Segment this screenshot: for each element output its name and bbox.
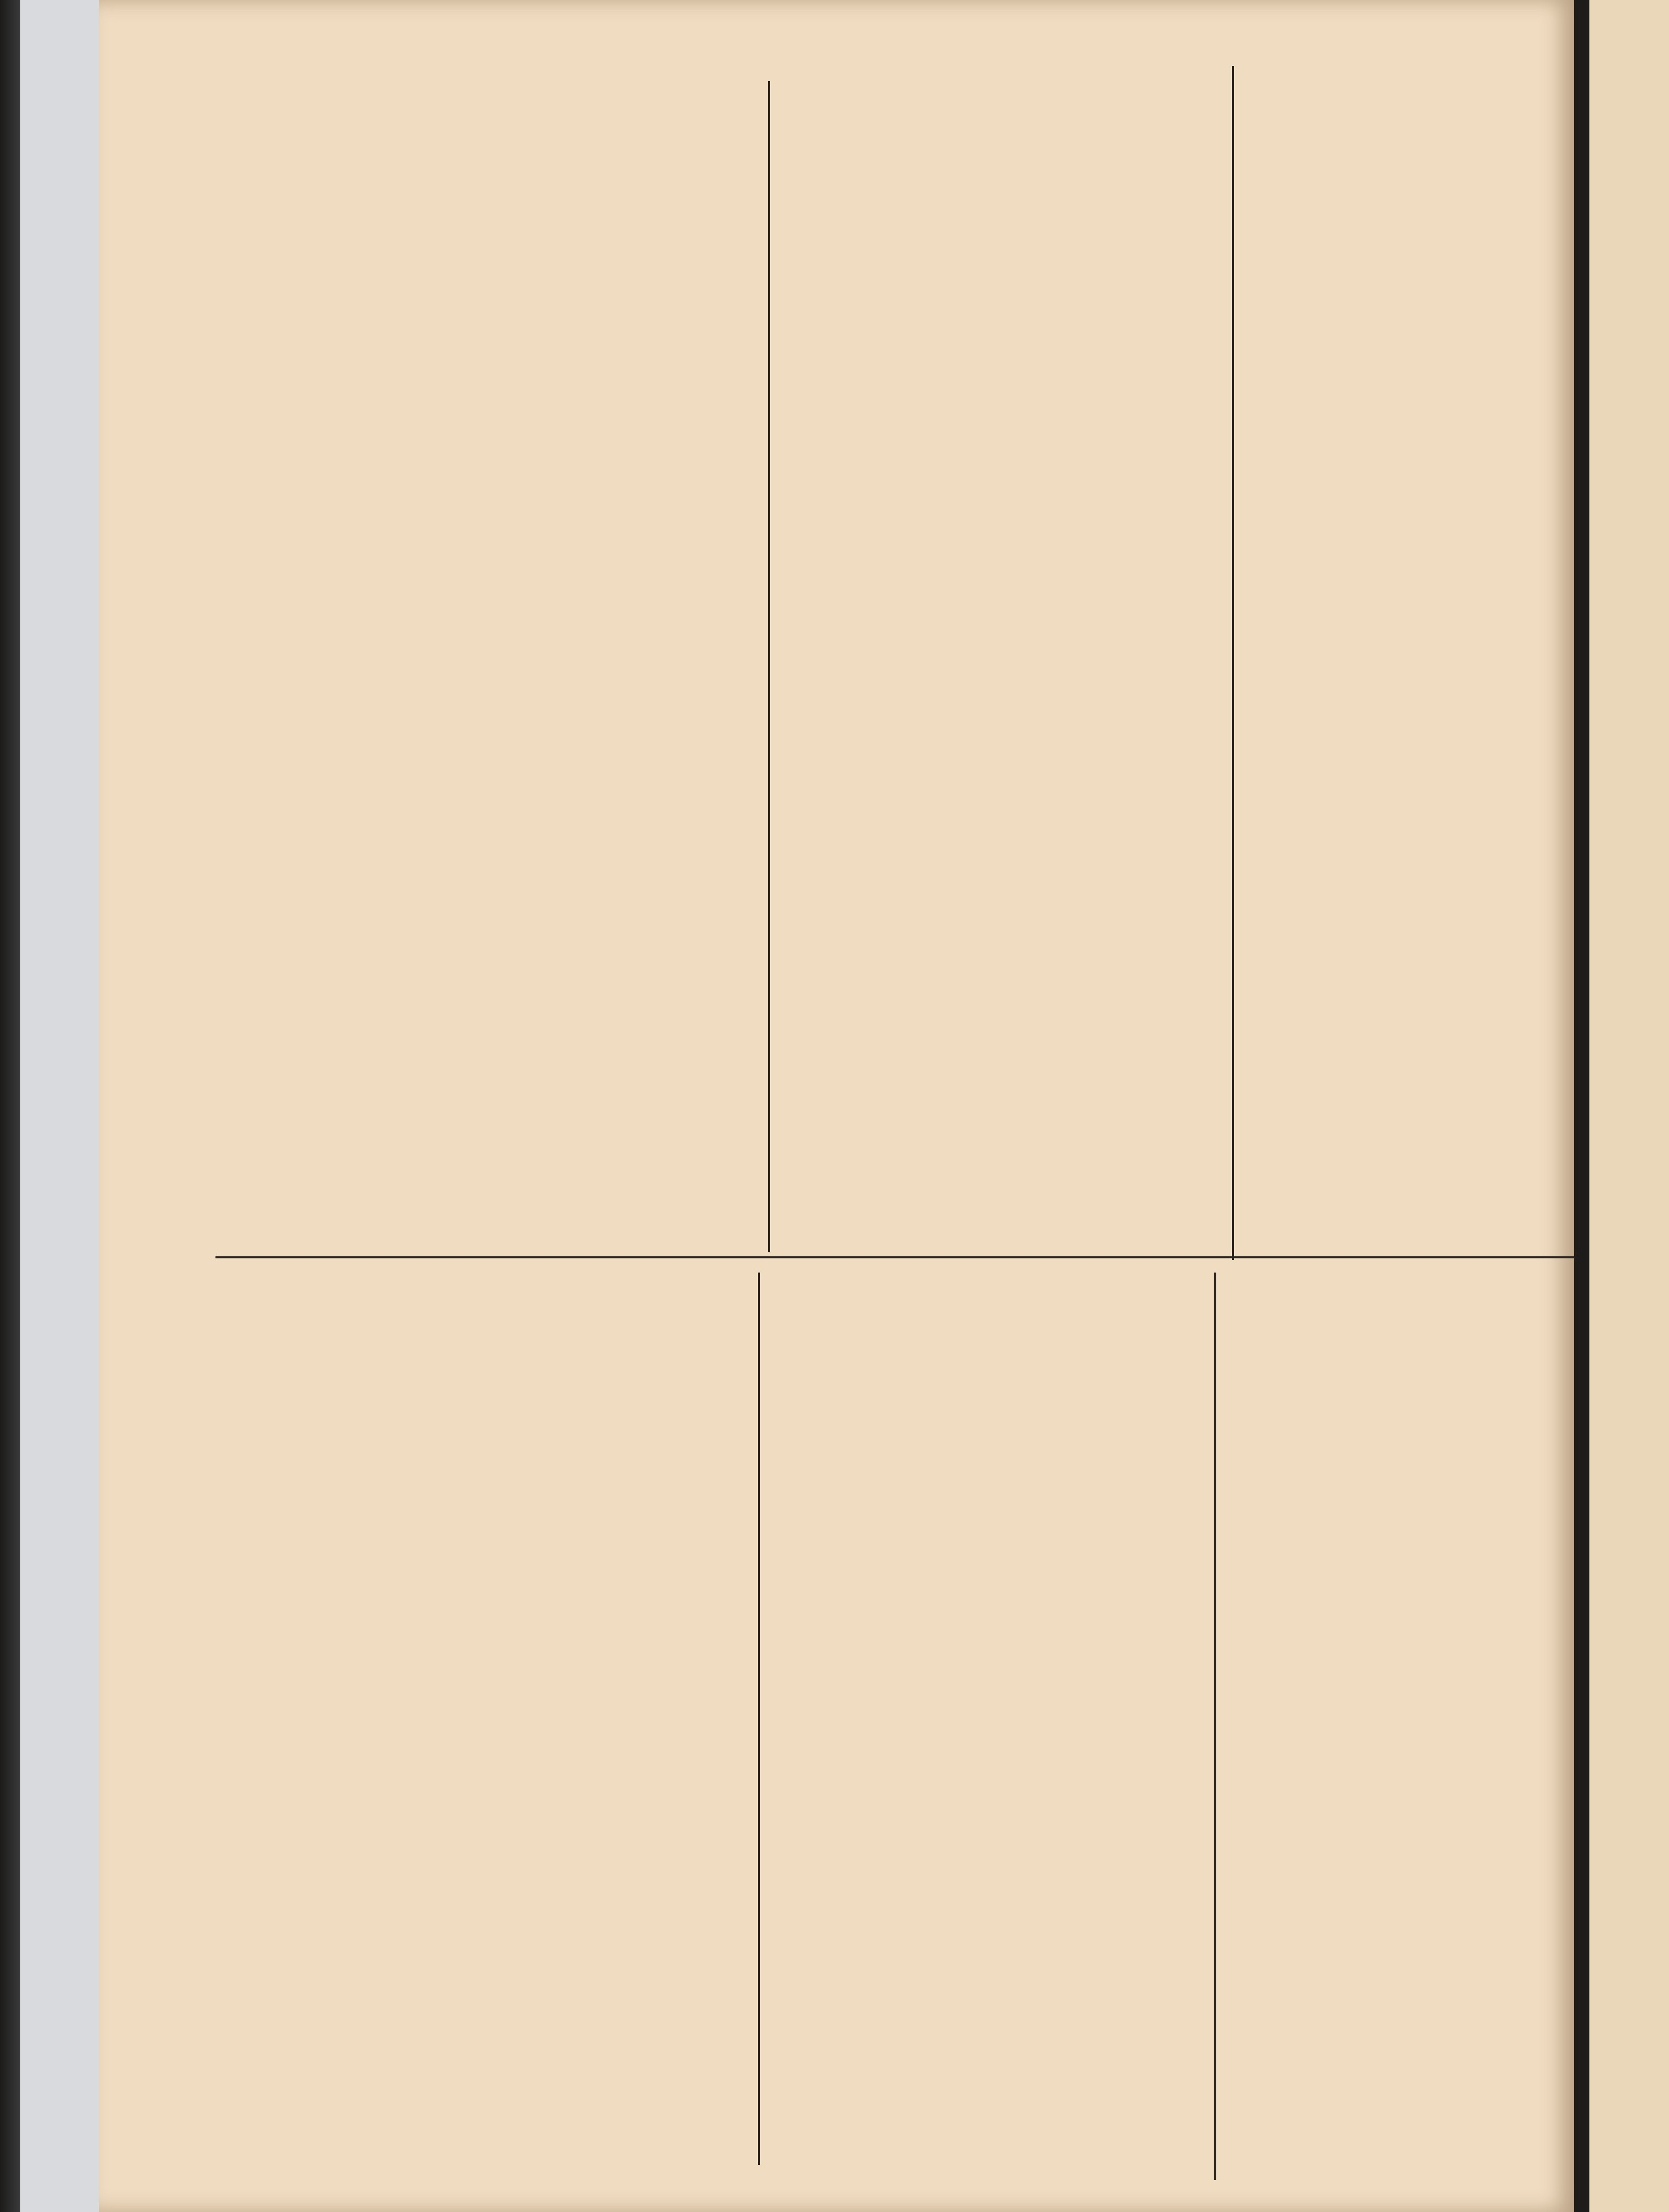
section-divider-rule: [215, 1256, 1574, 1258]
column-rule-lower-1: [758, 1273, 760, 2165]
adjacent-page-fragment: [1589, 0, 1669, 2212]
column-rule-upper-1: [768, 81, 770, 1252]
lower-column-1: [226, 1270, 748, 2203]
upper-column-3: [1247, 63, 1574, 1250]
page-gutter: [1574, 0, 1589, 2212]
column-rule-upper-2: [1232, 66, 1234, 1260]
binder-board: [20, 0, 104, 2212]
upper-column-2: [781, 63, 1186, 1250]
newspaper-page: [99, 0, 1574, 2212]
upper-column-1: [228, 63, 758, 1229]
lower-column-3: [1224, 1270, 1574, 2203]
column-rule-lower-2: [1214, 1273, 1216, 2180]
lower-column-2: [771, 1270, 1202, 2203]
